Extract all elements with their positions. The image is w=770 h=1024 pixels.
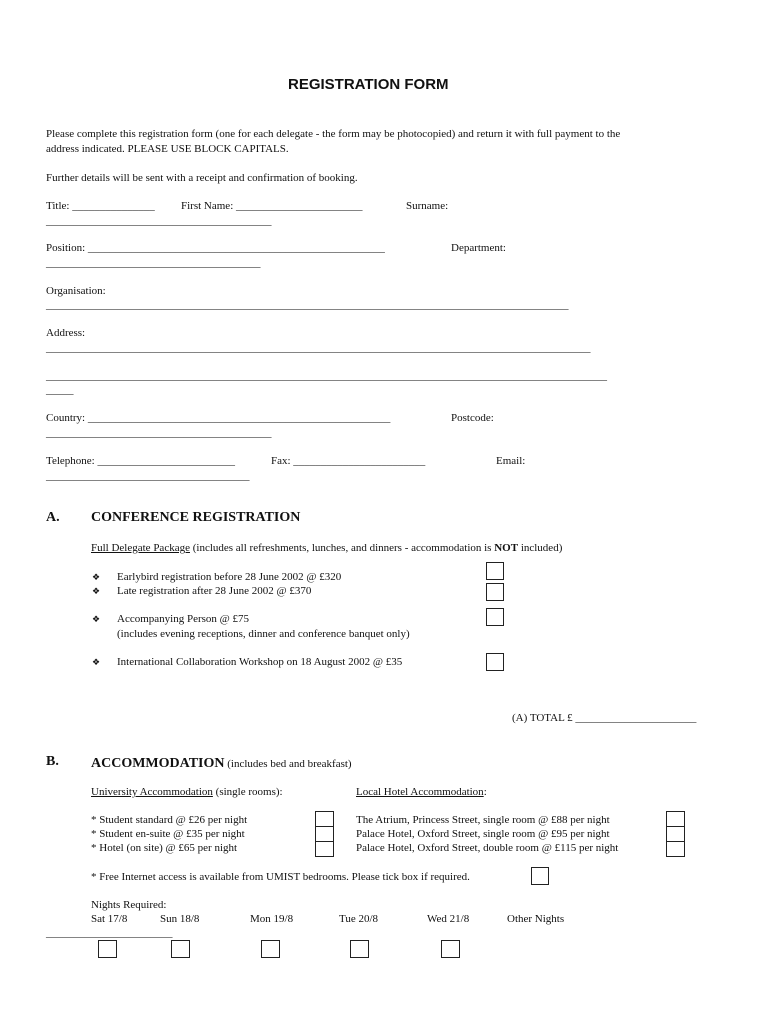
night-label-tue: Tue 20/8 (339, 913, 379, 925)
fax-field[interactable]: Fax: ________________________ (271, 455, 426, 467)
student-standard-label: * Student standard @ £26 per night (91, 814, 248, 826)
intro-text-line1: Please complete this registration form (one for each delegate - the form may be photocopied) and return it with full payment to the (46, 128, 621, 140)
student-ensuite-label: * Student en-suite @ £35 per night (91, 828, 245, 840)
organisation-label: Organisation: (46, 285, 106, 297)
section-b-heading-row (91, 754, 352, 772)
country-field[interactable]: Country: _______________________________________________________ (46, 412, 391, 424)
accompanying-person-checkbox[interactable] (486, 608, 504, 626)
intro-text-line3: Further details will be sent with a receipt and confirmation of booking. (46, 172, 358, 184)
palace-double-checkbox[interactable] (666, 841, 685, 857)
bullet-icon: ❖ (92, 573, 101, 583)
atrium-single-checkbox[interactable] (666, 811, 685, 827)
night-sat-checkbox[interactable] (98, 940, 117, 958)
address-label: Address: (46, 327, 86, 339)
package-description (91, 541, 562, 555)
first-name-field[interactable]: First Name: _______________________ (181, 200, 363, 212)
night-mon-checkbox[interactable] (261, 940, 280, 958)
address-field-line2[interactable]: ______________________________________________________________________________________________________ (46, 370, 607, 382)
bullet-icon: ❖ (92, 615, 101, 625)
late-registration-checkbox[interactable] (486, 583, 504, 601)
section-b-heading: ACCOMMODATION (91, 756, 225, 771)
bullet-icon: ❖ (92, 587, 101, 597)
email-label: Email: (496, 455, 526, 467)
internet-note: * Free Internet access is available from UMIST bedrooms. Please tick box if required. (91, 871, 470, 883)
student-standard-checkbox[interactable] (315, 811, 334, 827)
student-ensuite-checkbox[interactable] (315, 826, 334, 842)
hotel-onsite-checkbox[interactable] (315, 841, 334, 857)
night-label-other: Other Nights (507, 913, 565, 925)
department-field[interactable]: _______________________________________ (46, 257, 261, 269)
earlybird-option-label: Earlybird registration before 28 June 2002 @ £320 (117, 571, 342, 583)
position-field[interactable]: Position: ______________________________________________________ (46, 242, 385, 254)
department-label: Department: (451, 242, 506, 254)
nights-required-label: Nights Required: (91, 899, 167, 911)
surname-label: Surname: (406, 200, 449, 212)
night-wed-checkbox[interactable] (441, 940, 460, 958)
university-accommodation-heading (91, 785, 283, 799)
package-pre-text: (includes all refreshments, lunches, and dinners - accommodation is (189, 542, 495, 554)
accompanying-option-label: Accompanying Person @ £75 (117, 613, 250, 625)
telephone-field[interactable]: Telephone: _________________________ (46, 455, 235, 467)
earlybird-checkbox[interactable] (486, 562, 504, 580)
atrium-single-label: The Atrium, Princess Street, single room @ £88 per night (356, 814, 610, 826)
university-note: (single rooms): (212, 786, 283, 798)
palace-single-checkbox[interactable] (666, 826, 685, 842)
package-not: NOT (494, 542, 519, 554)
night-sun-checkbox[interactable] (171, 940, 190, 958)
night-label-mon: Mon 19/8 (250, 913, 294, 925)
hotel-onsite-label: * Hotel (on site) @ £65 per night (91, 842, 238, 854)
night-label-sun: Sun 18/8 (160, 913, 200, 925)
internet-checkbox[interactable] (531, 867, 549, 885)
other-nights-field[interactable]: _______________________ (46, 927, 173, 939)
bullet-icon: ❖ (92, 658, 101, 668)
workshop-option-label: International Collaboration Workshop on 18 August 2002 @ £35 (117, 656, 403, 668)
late-option-label: Late registration after 28 June 2002 @ £370 (117, 585, 312, 597)
email-field[interactable]: _____________________________________ (46, 470, 250, 482)
address-field-line1[interactable]: ___________________________________________________________________________________________________ (46, 342, 591, 354)
package-link: Full Delegate Package (91, 542, 190, 554)
hotel-note: : (483, 786, 487, 798)
package-post-text: included) (518, 542, 563, 554)
palace-double-label: Palace Hotel, Oxford Street, double room @ £115 per night (356, 842, 619, 854)
intro-text-line2: address indicated. PLEASE USE BLOCK CAPITALS. (46, 143, 289, 155)
section-b-heading-note: (includes bed and breakfast) (224, 758, 352, 770)
night-label-wed: Wed 21/8 (427, 913, 470, 925)
hotel-link: Local Hotel Accommodation (356, 786, 484, 798)
night-label-sat: Sat 17/8 (91, 913, 128, 925)
form-title: REGISTRATION FORM (288, 76, 449, 93)
surname-field[interactable]: _________________________________________ (46, 215, 272, 227)
postcode-field[interactable]: _________________________________________ (46, 427, 272, 439)
night-tue-checkbox[interactable] (350, 940, 369, 958)
section-a-letter: A. (46, 510, 60, 525)
postcode-label: Postcode: (451, 412, 494, 424)
title-field[interactable]: Title: _______________ (46, 200, 155, 212)
university-link: University Accommodation (91, 786, 213, 798)
workshop-checkbox[interactable] (486, 653, 504, 671)
palace-single-label: Palace Hotel, Oxford Street, single room @ £95 per night (356, 828, 610, 840)
organisation-field[interactable]: _______________________________________________________________________________________________ (46, 299, 569, 311)
section-b-letter: B. (46, 754, 59, 769)
hotel-accommodation-heading (356, 785, 487, 799)
accompanying-option-note: (includes evening receptions, dinner and conference banquet only) (117, 628, 410, 640)
section-a-heading: CONFERENCE REGISTRATION (91, 510, 301, 525)
total-a-field[interactable]: (A) TOTAL £ ______________________ (512, 712, 697, 724)
address-field-line3[interactable]: _____ (46, 384, 74, 396)
